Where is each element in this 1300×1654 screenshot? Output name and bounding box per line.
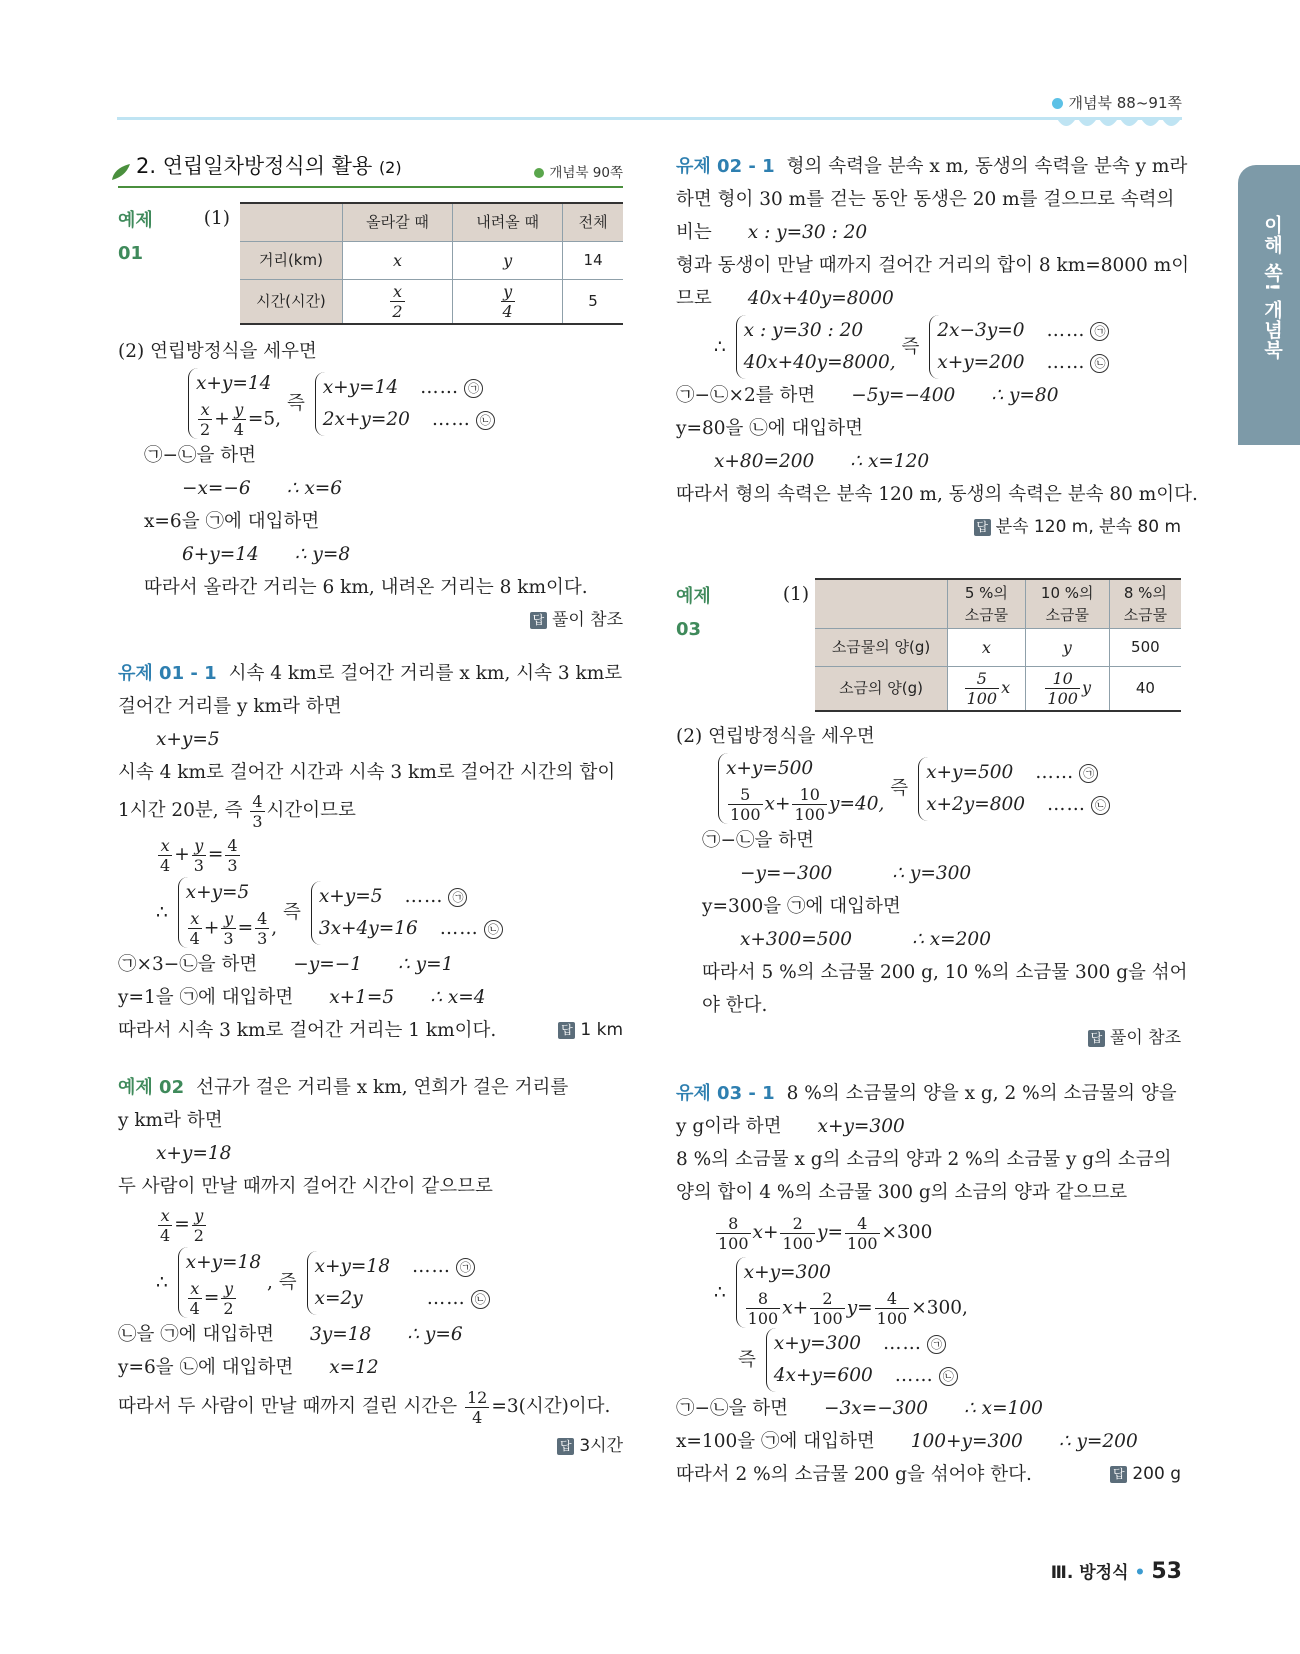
answer: 답 1 km [558, 1014, 623, 1047]
side-tab-label: 이해 쏙! 개념북 [1261, 215, 1283, 360]
answer-icon: 답 [974, 519, 991, 536]
answer: 답 풀이 참조 [676, 1022, 1181, 1055]
section-header [118, 150, 623, 188]
answer: 답 풀이 참조 [118, 604, 623, 637]
example-label: 예제 03 [676, 586, 711, 640]
example-label: 예제 01 [118, 210, 153, 264]
answer-icon: 답 [558, 1022, 575, 1039]
chapter-name: Ⅲ. 방정식 [1050, 1563, 1129, 1583]
answer-icon: 답 [1088, 1030, 1105, 1047]
right-column [676, 150, 1198, 1491]
wave-decoration-icon [1056, 117, 1182, 135]
example-02: 예제 02 선규가 걸은 거리를 x km, 연희가 걸은 거리를 y km라 하면 x+y=18 두 사람이 만날 때까지 걸어간 시간이 같으므로 $\frac{x}{4}$ = $\frac{y}{2}$ ∴ x+y=18 $\frac{x}{4}$ = $\frac{y}{2}$ , 즉 x+y=18 …… ㉠ x=2y …… ㉡ ㉡을 ㉠에 대입하면 3y=18 ∴ y=6 y=6을 ㉡에 대입하면 x=12 따라서 두 사람이 만날 때까지 걸린 시간은 $\frac{12}{4}$ =3(시간)이다. 답 3시간 [118, 1071, 623, 1463]
section-reference: 개념북 90쪽 [534, 157, 623, 190]
example-label: 예제 02 [118, 1077, 185, 1098]
salt-water-table: 5 %의 소금물 10 %의 소금물 8 %의 소금물 소금물의 양(g) x y 500 소금의 양(g) $\frac{5}{100}$ x $\frac{10}{100}$ y 40 [815, 578, 1181, 712]
book-reference: 개념북 88~91쪽 [1052, 92, 1182, 113]
leaf-icon [110, 162, 132, 182]
left-column [118, 150, 623, 1463]
exercise-label: 유제 01 - 1 [118, 663, 217, 684]
marker-1-icon: ㉠ [464, 379, 483, 398]
example-03: 예제 03 (1) 5 %의 소금물 10 %의 소금물 8 %의 소금물 소금물의 양(g) x y 500 소금의 양(g) $\frac{5}{100}$ x $\frac{10}{100}$ y 40 (2) 연립방정식을 세우면 x+y=500 $\frac{5}{100}$ x+ $\frac{10}{100}$ y=40, 즉 x+y=500 …… ㉠ x+2y=800 …… ㉡ ㉠−㉡을 하면 −y=−300 ∴ y=300 y=300을 ㉠에 대입하면 x+300=500 ∴ x=200 따라서 5 %의 소금물 200 g, 10 %의 소금물 300 g을 섞어 야 한다. 답 풀이 참조 [676, 578, 1181, 1055]
exercise-label: 유제 03 - 1 [676, 1083, 775, 1104]
distance-time-table: 올라갈 때 내려올 때 전체 거리(km) x y 14 시간(시간) $\frac{x}{2}$ $\frac{y}{4}$ 5 [240, 202, 623, 325]
exercise-label: 유제 02 - 1 [676, 156, 775, 177]
section-title: 2. 연립일차방정식의 활용 (2) [136, 154, 402, 178]
page-number: 53 [1151, 1559, 1182, 1584]
marker-2-icon: ㉡ [476, 411, 495, 430]
answer: 답 3시간 [118, 1430, 623, 1463]
answer-icon: 답 [557, 1438, 574, 1455]
bullet-icon [1052, 98, 1063, 109]
page-footer: Ⅲ. 방정식 • 53 [1050, 1559, 1182, 1584]
example-01: 예제 01 (1) 올라갈 때 내려올 때 전체 거리(km) x y 14 시간(시간) $\frac{x}{2}$ $\frac{y}{4}$ 5 (2) 연립방정식을 세우면 x+y=14 $\frac{x}{2}$ + $\frac{y}{4}$ =5, 즉 x+y=14 …… ㉠ 2x+y=20 …… ㉡ ㉠−㉡을 하면 −x=−6 ∴ x=6 x=6을 ㉠에 대입하면 6+y=14 ∴ y=8 따라서 올라간 거리는 6 km, 내려온 거리는 8 km이다. 답 풀이 참조 [118, 202, 623, 637]
exercise-01-1: 유제 01 - 1 시속 4 km로 걸어간 거리를 x km, 시속 3 km로 걸어간 거리를 y km라 하면 x+y=5 시속 4 km로 걸어간 시간과 시속 3 km로 걸어간 시간의 합이 1시간 20분, 즉 $\frac{4}{3}$ 시간이므로 $\frac{x}{4}$ + $\frac{y}{3}$ = $\frac{4}{3}$ ∴ x+y=5 $\frac{x}{4}$ + $\frac{y}{3}$ = $\frac{4}{3}$ , 즉 x+y=5 …… ㉠ 3x+4y=16 …… ㉡ ㉠×3−㉡을 하면 −y=−1 ∴ y=1 y=1을 ㉠에 대입하면 x+1=5 ∴ x=4 따라서 시속 3 km로 걸어간 거리는 1 km이다. 답 1 km [118, 657, 623, 1047]
header-rule [117, 117, 1182, 120]
answer-icon: 답 [1110, 1466, 1127, 1483]
exercise-02-1: 유제 02 - 1 형의 속력을 분속 x m, 동생의 속력을 분속 y m라 하면 형이 30 m를 걷는 동안 동생은 20 m를 걸으므로 속력의 비는 x : y=30 : 20 형과 동생이 만날 때까지 걸어간 거리의 합이 8 km=8000 m이 므로 40x+40y=8000 ∴ x : y=30 : 20 40x+40y=8000, 즉 2x−3y=0 …… ㉠ x+y=200 …… ㉡ ㉠−㉡×2를 하면 −5y=−400 ∴ y=80 y=80을 ㉡에 대입하면 x+80=200 ∴ x=120 따라서 형의 속력은 분속 120 m, 동생의 속력은 분속 80 m이다. 답 분속 120 m, 분속 80 m [676, 150, 1181, 544]
bullet-icon [534, 168, 544, 178]
answer: 답 200 g [1110, 1458, 1181, 1491]
answer: 답 분속 120 m, 분속 80 m [676, 511, 1181, 544]
exercise-03-1: 유제 03 - 1 8 %의 소금물의 양을 x g, 2 %의 소금물의 양을 y g이라 하면 x+y=300 8 %의 소금물 x g의 소금의 양과 2 %의 소금물 y g의 소금의 양의 합이 4 %의 소금물 300 g의 소금의 양과 같으므로 $\frac{8}{100}$ x+ $\frac{2}{100}$ y= $\frac{4}{100}$ ×300 ∴ x+y=300 $\frac{8}{100}$ x+ $\frac{2}{100}$ y= $\frac{4}{100}$ ×300, 즉 x+y=300 …… ㉠ 4x+y=600 …… ㉡ ㉠−㉡을 하면 −3x=−300 ∴ x=100 x=100을 ㉠에 대입하면 100+y=300 ∴ y=200 따라서 2 %의 소금물 200 g을 섞어야 한다. 답 200 g [676, 1077, 1181, 1491]
answer-icon: 답 [530, 612, 547, 629]
